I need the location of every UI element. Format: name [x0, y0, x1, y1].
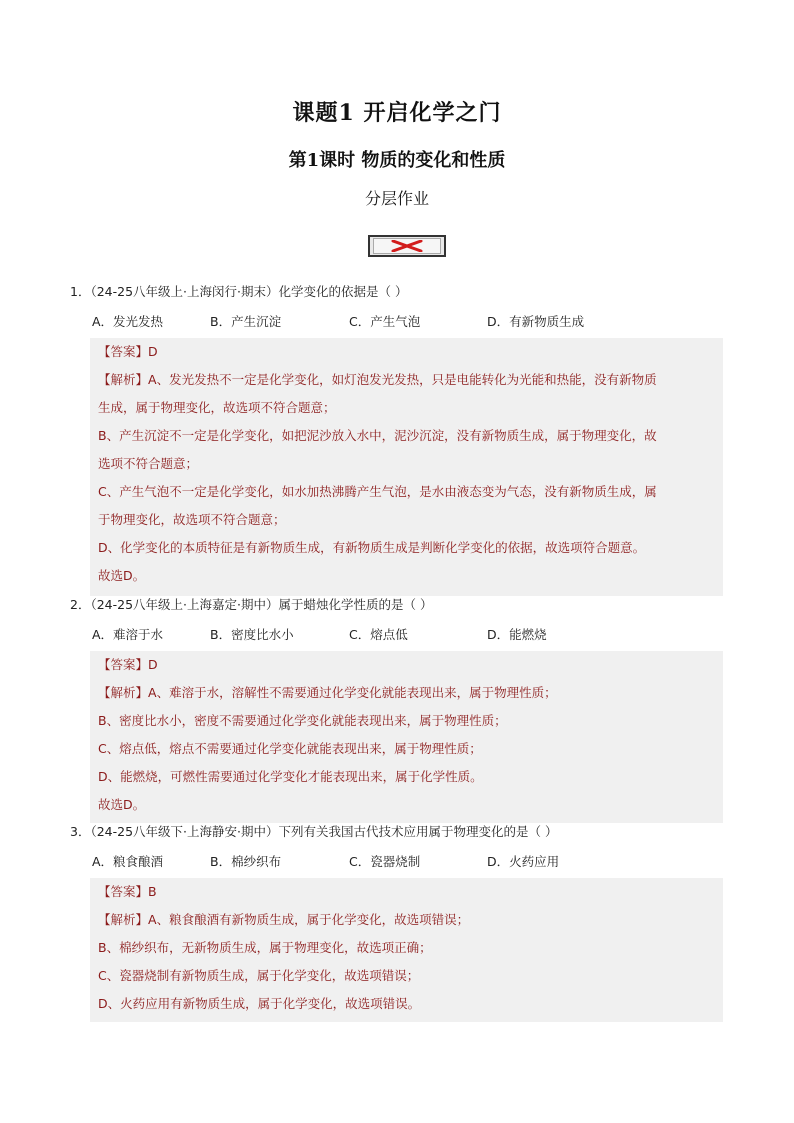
analysis-line: 于物理变化，故选项不符合题意； [98, 512, 286, 527]
answer-label: 【答案】 [98, 344, 149, 359]
analysis-line: B、产生沉淀不一定是化学变化，如把泥沙放入水中，泥沙沉淀，没有新物质生成，属于物理变化，故 [98, 428, 657, 443]
analysis-line: 选项不符合题意； [98, 456, 199, 471]
analysis-line [98, 683, 557, 701]
analysis-text: A、发光发热不一定是化学变化，如灯泡发光发热，只是电能转化为光能和热能，没有新物质 [148, 372, 657, 387]
option-c: C．熔点低 [349, 627, 408, 642]
analysis-line: B、棉纱织布，无新物质生成，属于物理变化，故选项正确； [98, 940, 432, 955]
answer-panel [90, 651, 723, 823]
analysis-line: 故选D。 [98, 568, 146, 583]
analysis-line: C、熔点低，熔点不需要通过化学变化就能表现出来，属于物理性质； [98, 741, 482, 756]
analysis-line: D、火药应用有新物质生成，属于化学变化，故选项错误。 [98, 996, 421, 1011]
option-b: B．棉纱织布 [210, 854, 282, 869]
option-a: A．难溶于水 [92, 627, 164, 642]
option-d: D．能燃烧 [487, 627, 547, 642]
analysis-line: B、密度比水小，密度不需要通过化学变化就能表现出来，属于物理性质； [98, 713, 507, 728]
analysis-line [98, 370, 657, 388]
option-a: A．粮食酿酒 [92, 854, 164, 869]
answer-panel [90, 878, 723, 1022]
analysis-label: 【解析】 [98, 372, 149, 387]
analysis-label: 【解析】 [98, 685, 149, 700]
answer-value: D [148, 657, 158, 672]
analysis-line [98, 910, 469, 928]
option-d: D．火药应用 [487, 854, 560, 869]
lesson-subtitle: 第1课时 物质的变化和性质 [288, 150, 506, 171]
answer-line [98, 882, 157, 900]
analysis-line: C、瓷器烧制有新物质生成，属于化学变化，故选项错误； [98, 968, 420, 983]
analysis-text: A、粮食酿酒有新物质生成，属于化学变化，故选项错误； [148, 912, 470, 927]
answer-value: B [148, 884, 157, 899]
answer-panel [90, 338, 723, 596]
section-badge [368, 235, 446, 257]
analysis-line: C、产生气泡不一定是化学变化，如水加热沸腾产生气泡，是水由液态变为气态，没有新物质生成，属 [98, 484, 657, 499]
option-c: C．瓷器烧制 [349, 854, 421, 869]
option-b: B．密度比水小 [210, 627, 294, 642]
question-stem: 1．（24-25八年级上·上海闵行·期末）化学变化的依据是（ ） [70, 284, 408, 299]
analysis-text: A、难溶于水，溶解性不需要通过化学变化就能表现出来，属于物理性质； [148, 685, 557, 700]
answer-line [98, 342, 158, 360]
analysis-line: 故选D。 [98, 797, 146, 812]
option-a: A．发光发热 [92, 314, 164, 329]
broken-image-cross-icon [373, 238, 441, 254]
question-stem: 3．（24-25八年级下·上海静安·期中）下列有关我国古代技术应用属于物理变化的是（ ） [70, 824, 558, 839]
analysis-line: D、化学变化的本质特征是有新物质生成，有新物质生成是判断化学变化的依据，故选项符合题意。 [98, 540, 646, 555]
lesson-title: 课题1 开启化学之门 [292, 100, 502, 126]
answer-label: 【答案】 [98, 884, 149, 899]
answer-label: 【答案】 [98, 657, 149, 672]
analysis-line: D、能燃烧，可燃性需要通过化学变化才能表现出来，属于化学性质。 [98, 769, 483, 784]
answer-value: D [148, 344, 158, 359]
answer-line [98, 655, 158, 673]
option-d: D．有新物质生成 [487, 314, 585, 329]
question-stem: 2．（24-25八年级上·上海嘉定·期中）属于蜡烛化学性质的是（ ） [70, 597, 433, 612]
analysis-line: 生成，属于物理变化，故选项不符合题意； [98, 400, 336, 415]
worksheet-type: 分层作业 [364, 189, 429, 208]
option-b: B．产生沉淀 [210, 314, 282, 329]
analysis-label: 【解析】 [98, 912, 149, 927]
option-c: C．产生气泡 [349, 314, 421, 329]
